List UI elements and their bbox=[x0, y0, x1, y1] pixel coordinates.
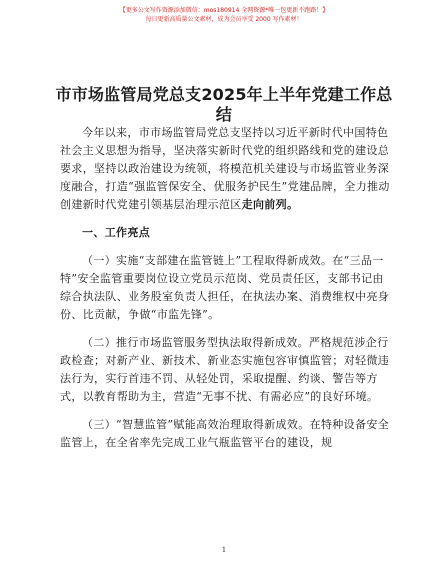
page-number: 1 bbox=[221, 546, 227, 554]
promo-banner bbox=[0, 6, 448, 24]
item-paragraph-3: （三）“智慧监管”赋能高效治理取得新成效。在特种设备安全监管上，在全省率先完成工业气瓶监管平台的建设，规 bbox=[60, 418, 390, 449]
banner-line-2: 每日更新高质量公文素材，成为会员享受 2000 写作素材！ bbox=[145, 16, 303, 23]
document-body bbox=[60, 124, 390, 452]
item-paragraph-2: （二）推行市场监管服务型执法取得新成效。严格规范涉企行政检查；对新产业、新技术、新业态实施包容审慎监管；对轻微违法行为，实行首违不罚、从轻处罚，采取提醒、约谈、警告等方式，以教育帮助为主，营造“无事不扰、有需必应”的良好环境。 bbox=[60, 336, 390, 403]
section-heading: 一、工作亮点 bbox=[82, 226, 151, 239]
banner-line-1: 【更多公文写作资源添加微信：mos180914 全网资源*唯一包更新不跑路！】 bbox=[119, 7, 329, 14]
intro-bold-text: 走向前列。 bbox=[241, 198, 299, 211]
document-title: 市市场监管局党总支2025年上半年党建工作总结 bbox=[55, 85, 393, 124]
intro-paragraph bbox=[60, 124, 390, 214]
item-paragraph-1: （一）实施“支部建在监管链上”工程取得新成效。在“三品一特”安全监管重要岗位设立党员示范岗、党员责任区，支部书记由综合执法队、业务股室负责人担任，在执法办案、消费维权中亮身份、比贡献，争做“市监先锋”。 bbox=[60, 254, 390, 321]
intro-text: 今年以来，市市场监管局党总支坚持以习近平新时代中国特色社会主义思想为指导，坚决落实新时代党的组织路线和党的建设总要求，坚持以政治建设为统领，将模范机关建设与市场监管业务深度融合，打造“强监管保安全、优服务护民生”党建品牌，全力推动创建新时代党建引领基层治理示范区 bbox=[60, 126, 390, 211]
